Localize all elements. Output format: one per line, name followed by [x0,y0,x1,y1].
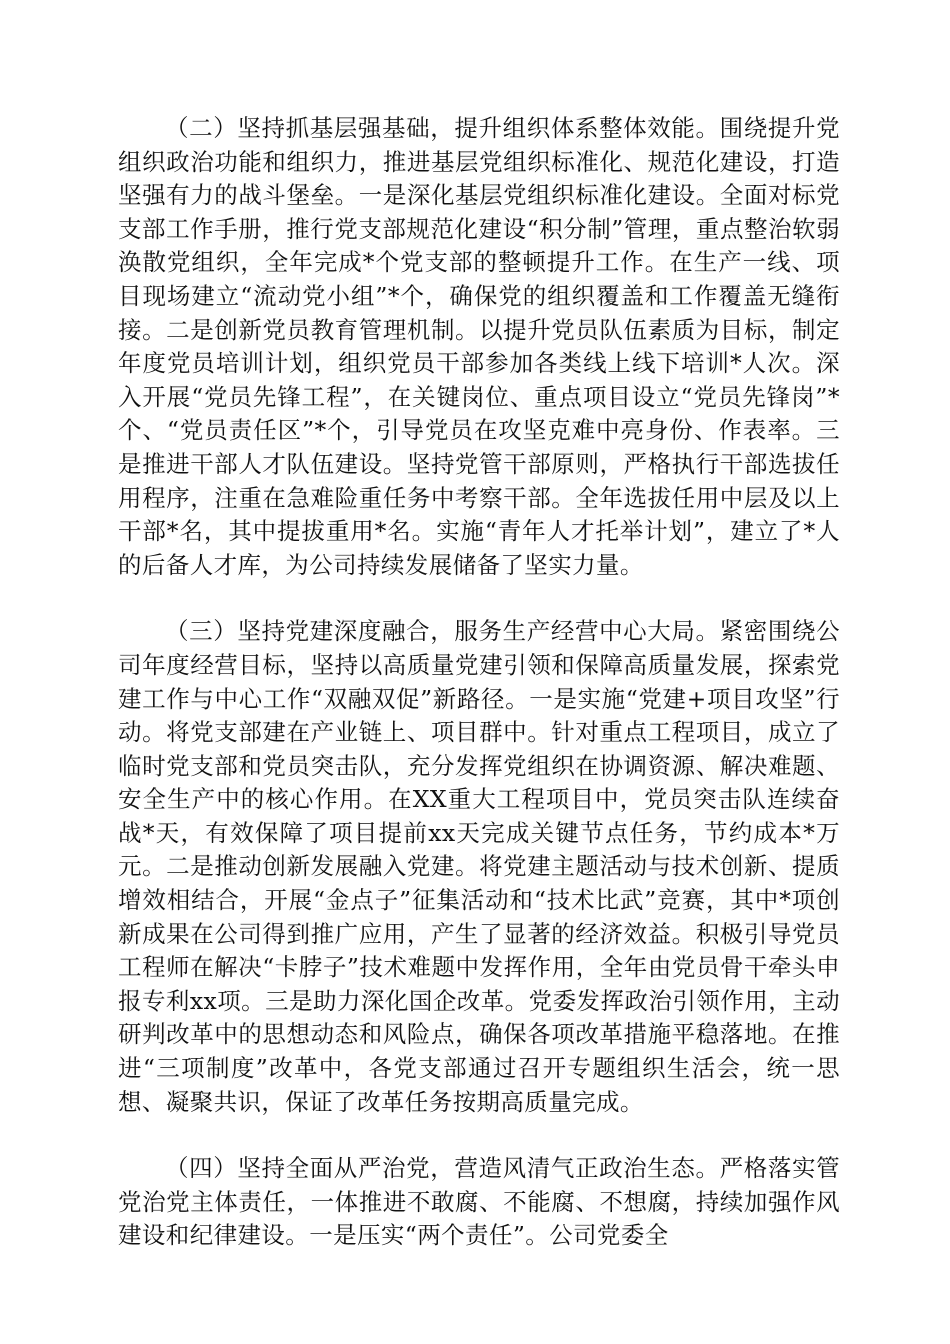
paragraph-section-3: （三）坚持党建深度融合，服务生产经营中心大局。紧密围绕公司年度经营目标，坚持以高质量党建引领和保障高质量发展，探索党建工作与中心工作“双融双促”新路径。一是实施“党建+项目攻坚”行动。将党支部建在产业链上、项目群中。针对重点工程项目，成立了临时党支部和党员突击队，充分发挥党组织在协调资源、解决难题、安全生产中的核心作用。在XX重大工程项目中，党员突击队连续奋战*天，有效保障了项目提前xx天完成关键节点任务，节约成本*万元。二是推动创新发展融入党建。将党建主题活动与技术创新、提质增效相结合，开展“金点子”征集活动和“技术比武”竞赛，其中*项创新成果在公司得到推广应用，产生了显著的经济效益。积极引导党员工程师在解决“卡脖子”技术难题中发挥作用，全年由党员骨干牵头申报专利xx项。三是助力深化国企改革。党委发挥政治引领作用，主动研判改革中的思想动态和风险点，确保各项改革措施平稳落地。在推进“三项制度”改革中，各党支部通过召开专题组织生活会，统一思想、凝聚共识，保证了改革任务按期高质量完成。 [118,617,840,1116]
document-page [118,112,840,1253]
paragraph-section-4: （四）坚持全面从严治党，营造风清气正政治生态。严格落实管党治党主体责任，一体推进不敢腐、不能腐、不想腐，持续加强作风建设和纪律建设。一是压实“两个责任”。公司党委全 [118,1154,840,1250]
paragraph-section-2: （二）坚持抓基层强基础，提升组织体系整体效能。围绕提升党组织政治功能和组织力，推进基层党组织标准化、规范化建设，打造坚强有力的战斗堡垒。一是深化基层党组织标准化建设。全面对标党支部工作手册，推行党支部规范化建设“积分制”管理，重点整治软弱涣散党组织，全年完成*个党支部的整顿提升工作。在生产一线、项目现场建立“流动党小组”*个，确保党的组织覆盖和工作覆盖无缝衔接。二是创新党员教育管理机制。以提升党员队伍素质为目标，制定年度党员培训计划，组织党员干部参加各类线上线下培训*人次。深入开展“党员先锋工程”，在关键岗位、重点项目设立“党员先锋岗”*个、“党员责任区”*个，引导党员在攻坚克难中亮身份、作表率。三是推进干部人才队伍建设。坚持党管干部原则，严格执行干部选拔任用程序，注重在急难险重任务中考察干部。全年选拔任用中层及以上干部*名，其中提拔重用*名。实施“青年人才托举计划”，建立了*人的后备人才库，为公司持续发展储备了坚实力量。 [118,114,840,579]
